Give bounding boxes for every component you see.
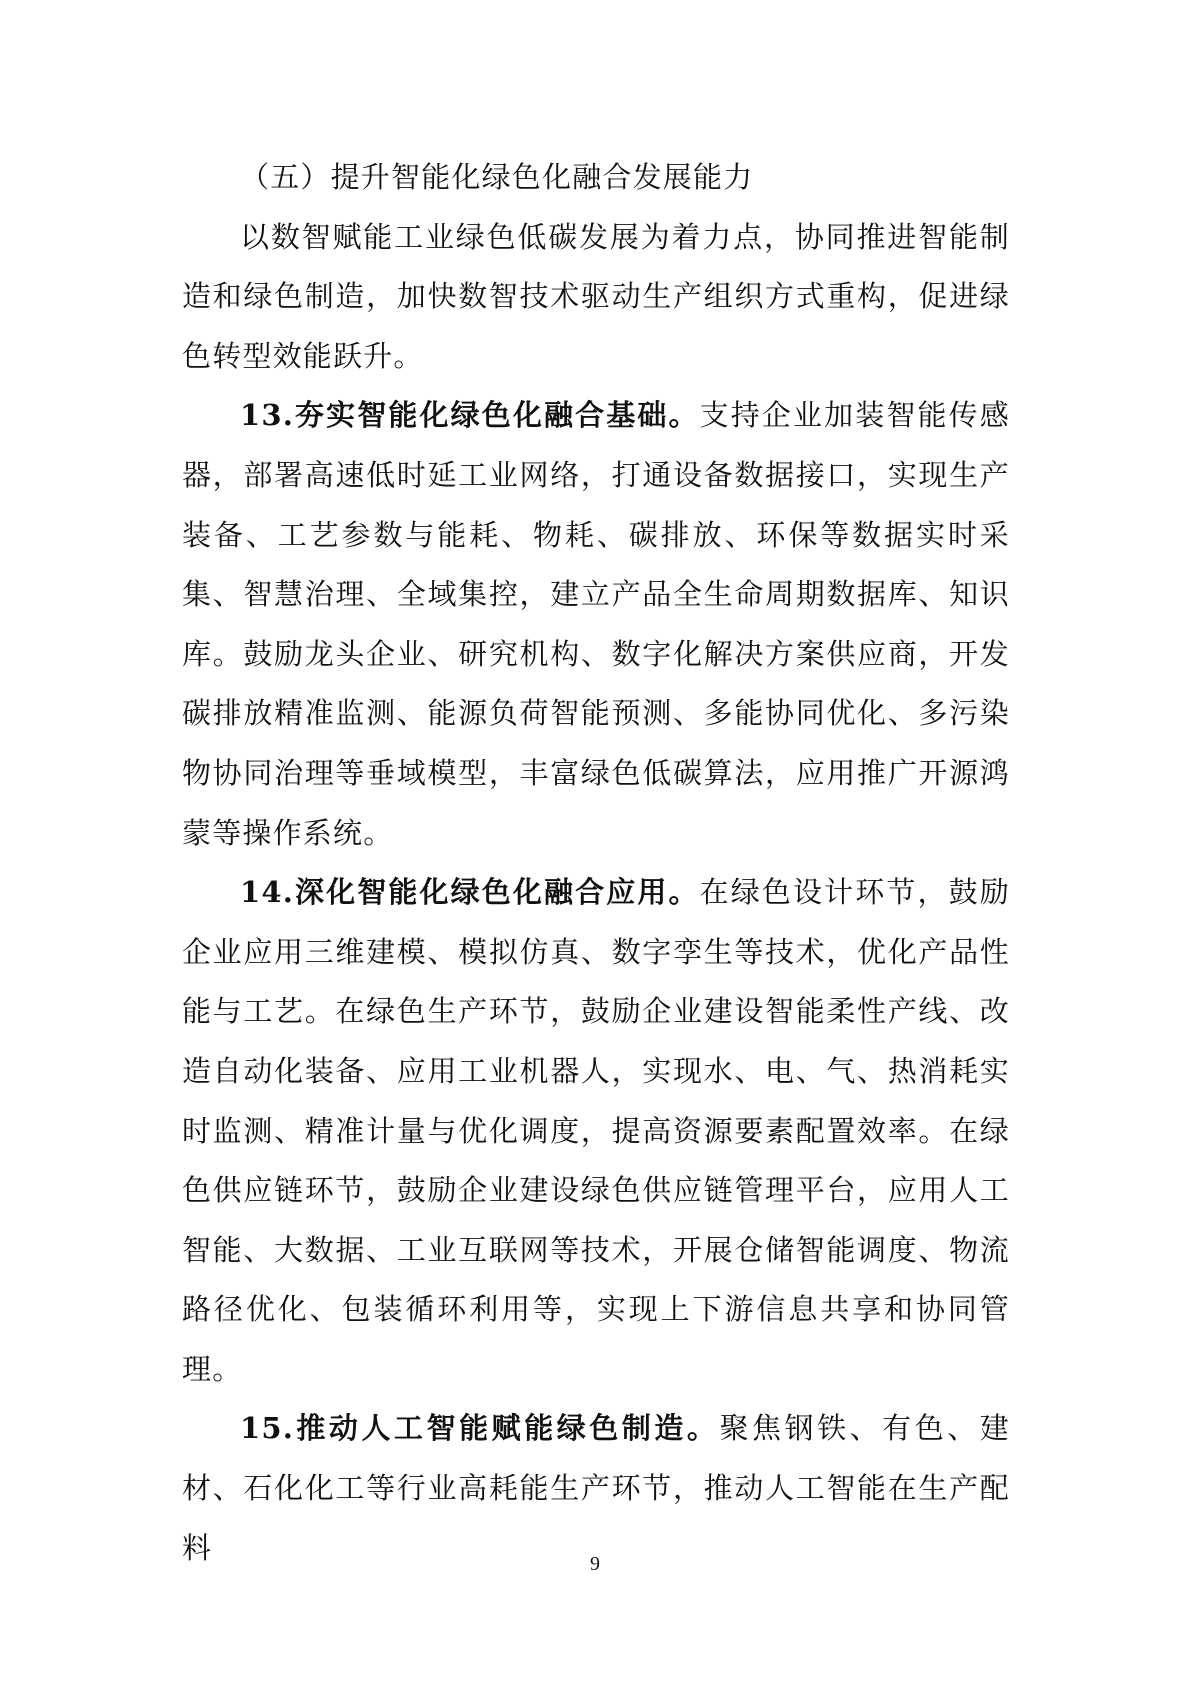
section-heading: （五）提升智能化绿色化融合发展能力	[240, 160, 754, 194]
section-intro-paragraph: 以数智赋能工业绿色低碳发展为着力点，协同推进智能制造和绿色制造，加快数智技术驱动生产组织方式重构，促进绿色转型效能跃升。	[182, 219, 1010, 373]
item-14-body: 在绿色设计环节，鼓励企业应用三维建模、模拟仿真、数字孪生等技术，优化产品性能与工艺。在绿色生产环节，鼓励企业建设智能柔性产线、改造自动化装备、应用工业机器人，实现水、电、气、热消耗实时监测、精准计量与优化调度，提高资源要素配置效率。在绿色供应链环节，鼓励企业建设绿色供应链管理平台，应用人工智能、大数据、工业互联网等技术，开展仓储智能调度、物流路径优化、包装循环利用等，实现上下游信息共享和协同管理。	[182, 875, 1010, 1386]
item-15-body: 聚焦钢铁、有色、建材、石化化工等行业高耗能生产环节，推动人工智能在生产配料	[182, 1411, 1010, 1565]
item-14-title: 14.深化智能化绿色化融合应用。	[240, 875, 700, 910]
page-number: 9	[590, 1553, 600, 1575]
item-15-title: 15.推动人工智能赋能绿色制造。	[240, 1411, 720, 1446]
item-13-paragraph	[182, 386, 1010, 863]
item-14-paragraph	[182, 863, 1010, 1399]
item-13-title: 13.夯实智能化绿色化融合基础。	[240, 398, 700, 433]
item-13-body: 支持企业加装智能传感器，部署高速低时延工业网络，打通设备数据接口，实现生产装备、工艺参数与能耗、物耗、碳排放、环保等数据实时采集、智慧治理、全域集控，建立产品全生命周期数据库、知识库。鼓励龙头企业、研究机构、数字化解决方案供应商，开发碳排放精准监测、能源负荷智能预测、多能协同优化、多污染物协同治理等垂域模型，丰富绿色低碳算法，应用推广开源鸿蒙等操作系统。	[182, 398, 1010, 850]
page-body	[182, 148, 1010, 1578]
